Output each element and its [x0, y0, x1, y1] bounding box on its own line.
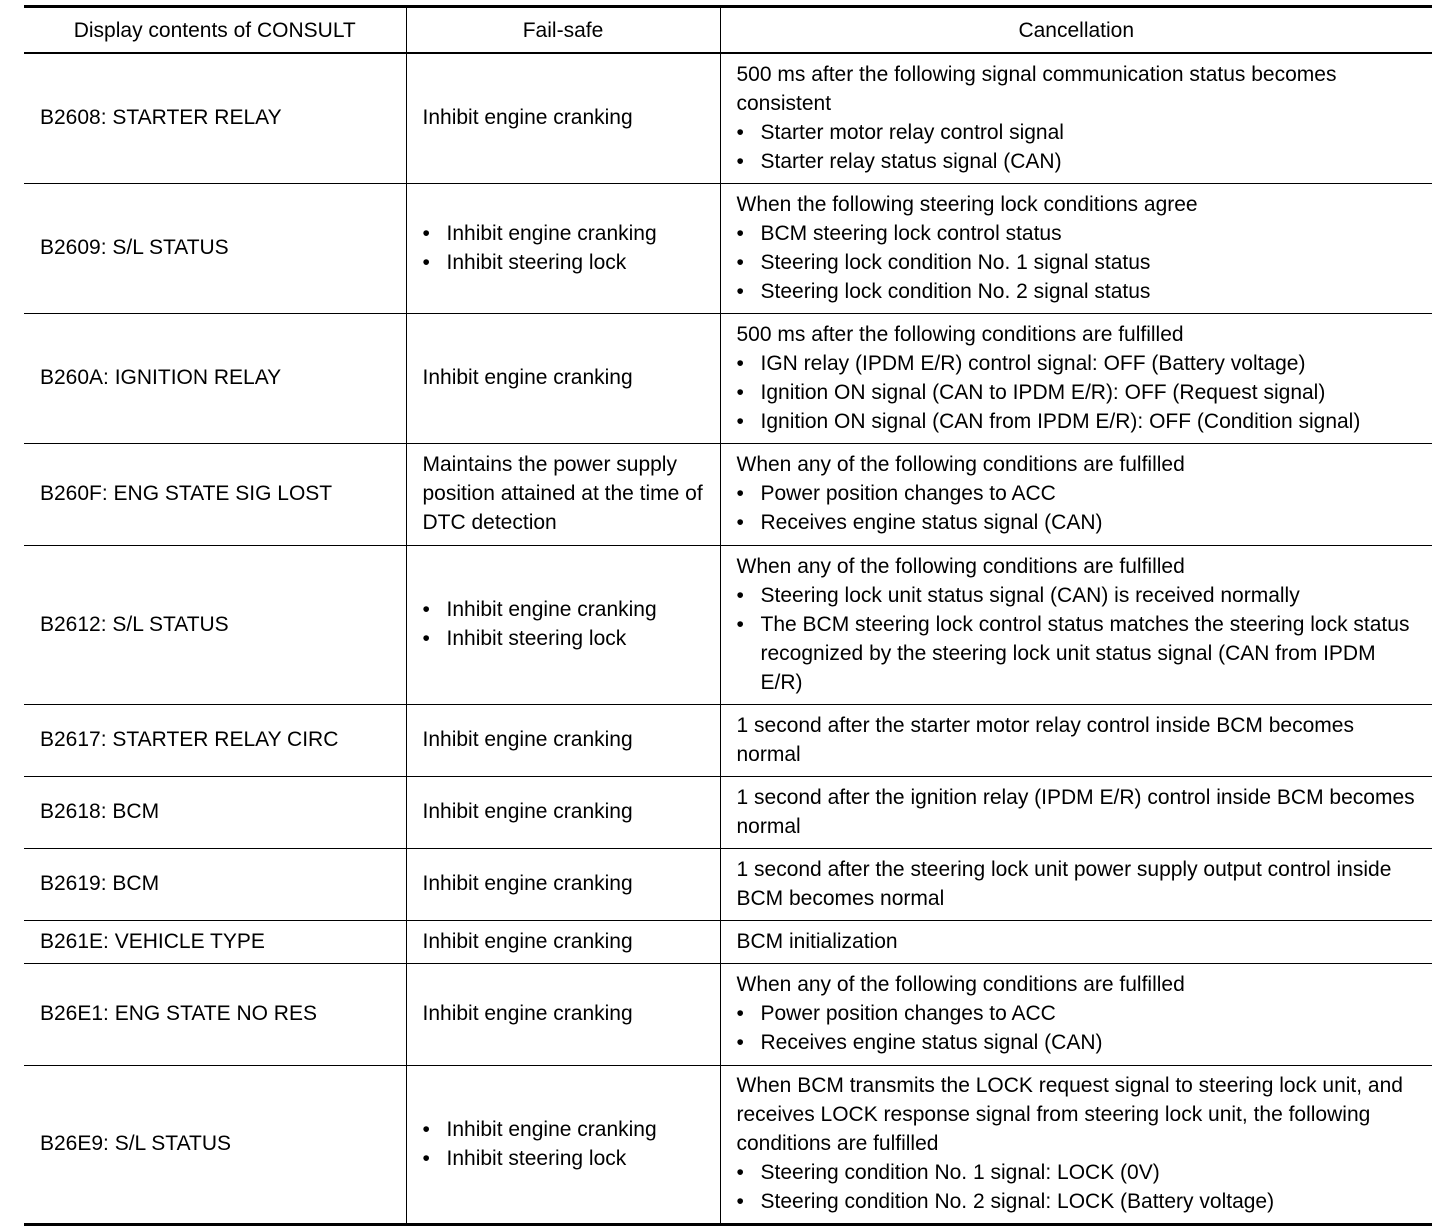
table-row [24, 313, 1432, 443]
cell-cancellation [720, 313, 1432, 443]
cancellation-bullet-item: • Power position changes to ACC [737, 999, 1421, 1028]
cell-failsafe [406, 920, 720, 963]
cell-failsafe [406, 313, 720, 443]
failsafe-bullet-item: • Inhibit engine cranking [423, 1115, 708, 1144]
cell-cancellation [720, 183, 1432, 313]
failsafe-text: Inhibit engine cranking [422, 106, 633, 130]
cancellation-bullet-list [737, 118, 1421, 176]
cell-cancellation [720, 443, 1432, 545]
table-row [24, 776, 1432, 848]
cell-cancellation [720, 848, 1432, 920]
cancellation-bullet-item: • Power position changes to ACC [737, 479, 1421, 508]
cancellation-bullet-item: • Steering lock condition No. 2 signal status [737, 277, 1421, 306]
header-cancellation: Cancellation [720, 7, 1432, 54]
cell-failsafe [406, 848, 720, 920]
table-row [24, 848, 1432, 920]
failsafe-bullet-list [423, 219, 708, 277]
cell-failsafe [406, 53, 720, 183]
failsafe-text: Inhibit engine cranking [422, 929, 633, 953]
cancellation-text: 1 second after the ignition relay (IPDM E/R) control inside BCM becomes normal [736, 785, 1415, 838]
cancellation-bullet-list [737, 349, 1421, 436]
cancellation-text: 500 ms after the following conditions are fulfilled [736, 322, 1184, 346]
table-body [24, 53, 1432, 1224]
table-row [24, 53, 1432, 183]
cell-consult-code: B260A: IGNITION RELAY [24, 313, 406, 443]
table-row [24, 1065, 1432, 1224]
cancellation-bullet-list [737, 581, 1421, 697]
cell-cancellation [720, 1065, 1432, 1224]
table-row [24, 443, 1432, 545]
failsafe-bullet-item: • Inhibit engine cranking [423, 219, 708, 248]
failsafe-bullet-item: • Inhibit steering lock [423, 248, 708, 277]
cancellation-bullet-list [737, 479, 1421, 537]
failsafe-text: Inhibit engine cranking [422, 872, 633, 895]
header-failsafe: Fail-safe [406, 7, 720, 54]
cancellation-bullet-item: • Receives engine status signal (CAN) [737, 1028, 1421, 1057]
cell-cancellation [720, 704, 1432, 776]
cancellation-bullet-list [737, 1158, 1421, 1216]
cell-cancellation [720, 545, 1432, 704]
failsafe-bullet-list [423, 1115, 708, 1173]
failsafe-bullet-item: • Inhibit engine cranking [423, 595, 708, 624]
cancellation-bullet-item: • Ignition ON signal (CAN to IPDM E/R): OFF (Request signal) [737, 378, 1421, 407]
cancellation-text: 1 second after the steering lock unit power supply output control inside BCM becomes normal [736, 857, 1392, 910]
cancellation-bullet-item: • Receives engine status signal (CAN) [737, 508, 1421, 537]
cell-failsafe [406, 183, 720, 313]
cell-consult-code: B2609: S/L STATUS [24, 183, 406, 313]
cancellation-bullet-item: • BCM steering lock control status [737, 219, 1421, 248]
table-row [24, 545, 1432, 704]
cell-consult-code: B261E: VEHICLE TYPE [24, 920, 406, 963]
cancellation-text: 1 second after the starter motor relay control inside BCM becomes normal [736, 713, 1354, 766]
cell-consult-code: B2619: BCM [24, 848, 406, 920]
cell-failsafe [406, 776, 720, 848]
cancellation-bullet-item: • Ignition ON signal (CAN from IPDM E/R): OFF (Condition signal) [737, 407, 1421, 436]
table-row [24, 963, 1432, 1065]
cancellation-bullet-item: • Starter motor relay control signal [737, 118, 1421, 147]
failsafe-bullet-item: • Inhibit steering lock [423, 624, 708, 653]
cell-cancellation [720, 53, 1432, 183]
cell-failsafe [406, 545, 720, 704]
failsafe-text: Inhibit engine cranking [422, 728, 633, 751]
cancellation-bullet-item: • Steering condition No. 2 signal: LOCK (Battery voltage) [737, 1187, 1421, 1216]
cell-cancellation [720, 963, 1432, 1065]
failsafe-table-sheet [24, 5, 1432, 1226]
cell-consult-code: B26E9: S/L STATUS [24, 1065, 406, 1224]
cell-consult-code: B260F: ENG STATE SIG LOST [24, 443, 406, 545]
header-consult: Display contents of CONSULT [24, 7, 406, 54]
cancellation-bullet-list [737, 999, 1421, 1057]
cell-failsafe [406, 704, 720, 776]
cell-failsafe [406, 443, 720, 545]
cancellation-text: When any of the following conditions are fulfilled [736, 554, 1185, 578]
cell-consult-code: B2612: S/L STATUS [24, 545, 406, 704]
cell-consult-code: B26E1: ENG STATE NO RES [24, 963, 406, 1065]
failsafe-bullet-item: • Inhibit steering lock [423, 1144, 708, 1173]
cell-failsafe [406, 963, 720, 1065]
failsafe-text: Inhibit engine cranking [422, 800, 633, 823]
table-row [24, 920, 1432, 963]
cell-cancellation [720, 776, 1432, 848]
failsafe-table [24, 5, 1432, 1226]
cancellation-bullet-item: • Steering lock unit status signal (CAN) is received normally [737, 581, 1421, 610]
cancellation-text: When any of the following conditions are fulfilled [736, 973, 1185, 996]
failsafe-text: Maintains the power supply position attained at the time of DTC detection [422, 453, 703, 534]
cell-failsafe [406, 1065, 720, 1224]
failsafe-bullet-list [423, 595, 708, 653]
failsafe-text: Inhibit engine cranking [422, 366, 633, 389]
cell-consult-code: B2618: BCM [24, 776, 406, 848]
cancellation-text: 500 ms after the following signal communication status becomes consistent [736, 62, 1337, 115]
header-row [24, 7, 1432, 54]
table-row [24, 183, 1432, 313]
cancellation-bullet-list [737, 219, 1421, 306]
cancellation-text: When any of the following conditions are fulfilled [736, 453, 1185, 476]
cancellation-bullet-item: • Steering condition No. 1 signal: LOCK (0V) [737, 1158, 1421, 1187]
cancellation-text: BCM initialization [736, 929, 898, 953]
failsafe-text: Inhibit engine cranking [422, 1002, 633, 1025]
cell-consult-code: B2617: STARTER RELAY CIRC [24, 704, 406, 776]
cell-cancellation [720, 920, 1432, 963]
cancellation-text: When the following steering lock conditions agree [736, 192, 1198, 216]
cancellation-bullet-item: • IGN relay (IPDM E/R) control signal: OFF (Battery voltage) [737, 349, 1421, 378]
cancellation-bullet-item: • The BCM steering lock control status matches the steering lock status recognized by the steering lock unit status signal (CAN from IPDM E/R) [737, 610, 1421, 697]
cancellation-bullet-item: • Steering lock condition No. 1 signal status [737, 248, 1421, 277]
table-row [24, 704, 1432, 776]
cell-consult-code: B2608: STARTER RELAY [40, 106, 282, 130]
table-header [24, 7, 1432, 54]
cancellation-text: When BCM transmits the LOCK request signal to steering lock unit, and receives LOCK response signal from steering lock unit, the following conditions are fulfilled [736, 1074, 1403, 1155]
cancellation-bullet-item: • Starter relay status signal (CAN) [737, 147, 1421, 176]
